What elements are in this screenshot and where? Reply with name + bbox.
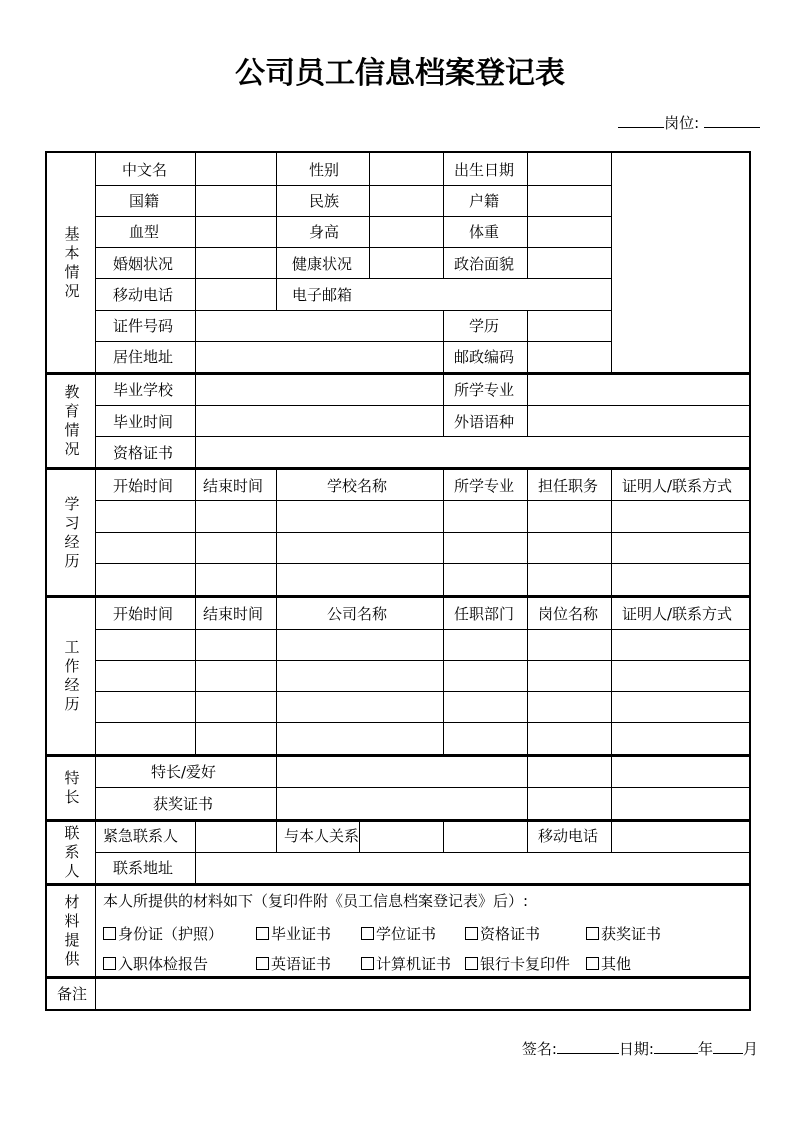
section-basic-label: 基本情况 [64,224,80,300]
study-header: 担任职务 [538,477,599,495]
signature-input[interactable] [557,1039,619,1054]
section-education-label: 教育情况 [64,383,80,458]
checkbox-icon [256,957,269,970]
blank-line[interactable] [618,113,664,128]
label-ethnicity: 民族 [309,192,340,210]
checkbox-degree[interactable]: 学位证书 [361,923,436,944]
signature-line [522,1038,758,1059]
label-id-number: 证件号码 [113,317,174,335]
checkbox-computer-cert[interactable]: 计算机证书 [361,953,451,974]
position-input[interactable] [704,113,760,128]
month-input[interactable] [713,1039,743,1054]
position-label: 岗位: [664,114,700,132]
checkbox-icon [586,927,599,940]
label-marital: 婚姻状况 [113,255,174,273]
label-gender: 性别 [309,161,340,179]
checkbox-qualification[interactable]: 资格证书 [465,923,540,944]
label-awards: 获奖证书 [153,795,214,813]
checkbox-award-cert[interactable]: 获奖证书 [586,923,661,944]
label-hobby: 特长/爱好 [151,763,217,781]
label-emergency-contact: 紧急联系人 [103,827,179,845]
section-contact-label: 联系人 [64,824,80,880]
label-nationality: 国籍 [129,192,160,210]
date-label: 日期: [618,1040,654,1058]
year-label: 年 [697,1040,713,1058]
study-header: 开始时间 [113,477,174,495]
position-line [618,112,760,133]
label-certificate: 资格证书 [113,444,174,462]
section-materials-label: 材料提供 [64,893,80,968]
materials-intro: 本人所提供的材料如下（复印件附《员工信息档案登记表》后）: [103,892,529,910]
study-header: 学校名称 [327,477,388,495]
checkbox-icon [586,957,599,970]
checkbox-other[interactable]: 其他 [586,953,631,974]
label-health: 健康状况 [292,255,353,273]
label-weight: 体重 [469,223,500,241]
label-address: 居住地址 [113,348,174,366]
year-input[interactable] [654,1039,698,1054]
section-work-label: 工作经历 [64,638,80,713]
label-education: 学历 [469,317,500,335]
study-header: 所学专业 [454,477,515,495]
section-study-label: 学习经历 [64,494,80,570]
checkbox-id-card[interactable]: 身份证（护照） [103,923,223,944]
label-height: 身高 [309,223,340,241]
work-header: 开始时间 [113,605,174,623]
work-header: 岗位名称 [538,605,599,623]
study-header: 证明人/联系方式 [622,477,733,495]
checkbox-bank-card[interactable]: 银行卡复印件 [465,953,570,974]
label-contact-address: 联系地址 [113,859,174,877]
checkbox-icon [465,957,478,970]
work-header: 证明人/联系方式 [622,605,733,623]
label-chinese-name: 中文名 [122,161,168,179]
label-hukou: 户籍 [469,192,500,210]
checkbox-icon [361,957,374,970]
label-postcode: 邮政编码 [454,348,515,366]
label-mobile: 移动电话 [113,286,174,304]
sign-label: 签名: [521,1040,557,1058]
label-relation: 与本人关系 [284,827,360,845]
work-header: 公司名称 [327,605,388,623]
checkbox-icon [256,927,269,940]
checkbox-english-cert[interactable]: 英语证书 [256,953,331,974]
checkbox-icon [103,927,116,940]
label-birth-date: 出生日期 [454,161,515,179]
label-blood-type: 血型 [129,223,160,241]
label-contact-mobile: 移动电话 [538,827,599,845]
checkbox-icon [361,927,374,940]
work-header: 结束时间 [203,605,264,623]
registration-form [45,151,751,1011]
label-grad-time: 毕业时间 [113,413,174,431]
section-skills-label: 特长 [64,769,80,806]
label-political: 政治面貌 [454,255,515,273]
label-major: 所学专业 [454,381,515,399]
label-language: 外语语种 [454,413,515,431]
work-header: 任职部门 [454,605,515,623]
checkbox-medical-report[interactable]: 入职体检报告 [103,953,208,974]
section-remarks-label: 备注 [56,984,87,1003]
study-header: 结束时间 [203,477,264,495]
checkbox-icon [465,927,478,940]
page-title: 公司员工信息档案登记表 [235,56,565,91]
label-school: 毕业学校 [113,381,174,399]
checkbox-icon [103,957,116,970]
label-email: 电子邮箱 [292,286,353,304]
checkbox-diploma[interactable]: 毕业证书 [256,923,331,944]
month-label: 月 [742,1040,758,1058]
